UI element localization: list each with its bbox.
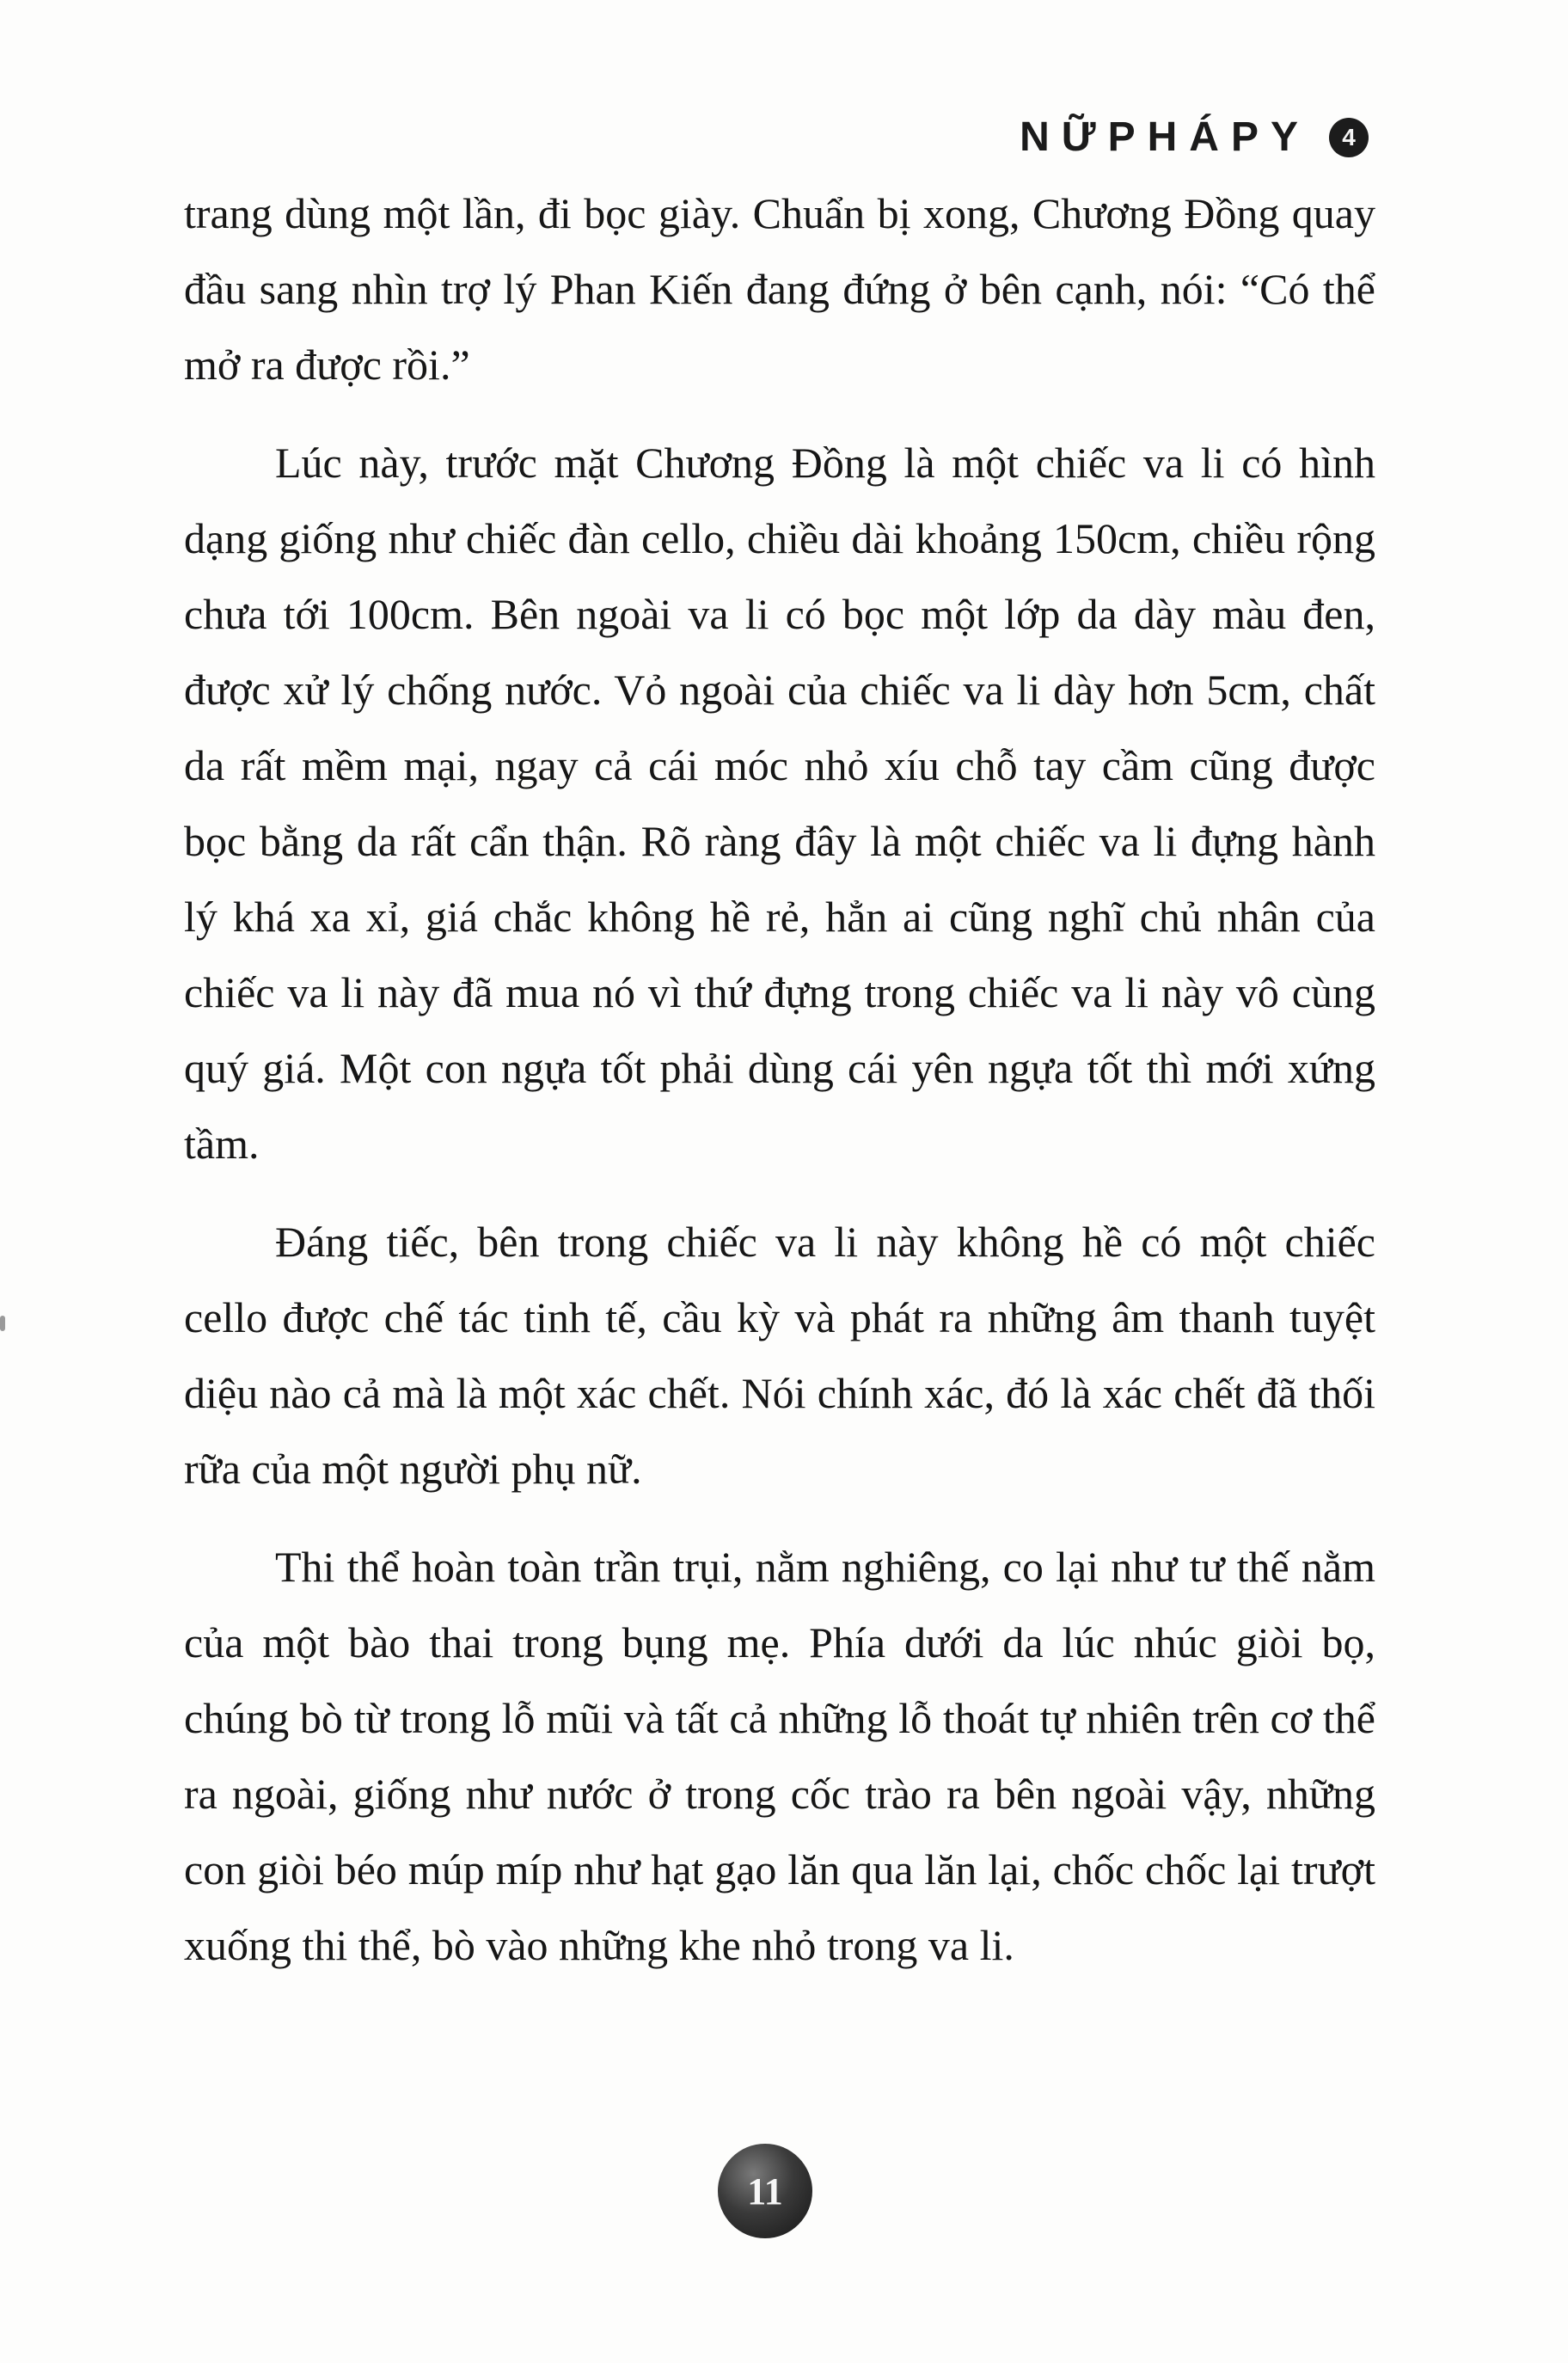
volume-badge-icon: 4: [1329, 118, 1369, 157]
paragraph-4: Thi thể hoàn toàn trần trụi, nằm nghiêng, co lại như tư thế nằm của một bào thai trong bụng mẹ. Phía dưới da lúc nhúc giòi bọ, chúng bò từ trong lỗ mũi và tất cả những lỗ thoát tự nhiên trên cơ thể ra ngoài, giống như nước ở trong cốc trào ra bên ngoài vậy, những con giòi béo múp míp như hạt gạo lăn qua lăn lại, chốc chốc lại trượt xuống thi thể, bò vào những khe nhỏ trong va li.: [184, 1543, 1375, 1969]
scan-edge-mark: [0, 1316, 5, 1331]
paragraph-1: trang dùng một lần, đi bọc giày. Chuẩn bị xong, Chương Đồng quay đầu sang nhìn trợ lý Phan Kiến đang đứng ở bên cạnh, nói: “Có thể mở ra được rồi.”: [184, 189, 1375, 389]
paragraph-3: Đáng tiếc, bên trong chiếc va li này không hề có một chiếc cello được chế tác tinh tế, cầu kỳ và phát ra những âm thanh tuyệt diệu nào cả mà là một xác chết. Nói chính xác, đó là xác chết đã thối rữa của một người phụ nữ.: [184, 1218, 1375, 1493]
body-text: [184, 175, 1375, 2005]
running-header: [1020, 114, 1369, 161]
paragraph-2: Lúc này, trước mặt Chương Đồng là một chiếc va li có hình dạng giống như chiếc đàn cello, chiều dài khoảng 150cm, chiều rộng chưa tới 100cm. Bên ngoài va li có bọc một lớp da dày màu đen, được xử lý chống nước. Vỏ ngoài của chiếc va li dày hơn 5cm, chất da rất mềm mại, ngay cả cái móc nhỏ xíu chỗ tay cầm cũng được bọc bằng da rất cẩn thận. Rõ ràng đây là một chiếc va li đựng hành lý khá xa xỉ, giá chắc không hề rẻ, hẳn ai cũng nghĩ chủ nhân của chiếc va li này đã mua nó vì thứ đựng trong chiếc va li này vô cùng quý giá. Một con ngựa tốt phải dùng cái yên ngựa tốt thì mới xứng tầm.: [184, 439, 1375, 1168]
series-title: NỮPHÁPY: [1020, 114, 1310, 160]
page-number-badge: 11: [718, 2144, 812, 2238]
